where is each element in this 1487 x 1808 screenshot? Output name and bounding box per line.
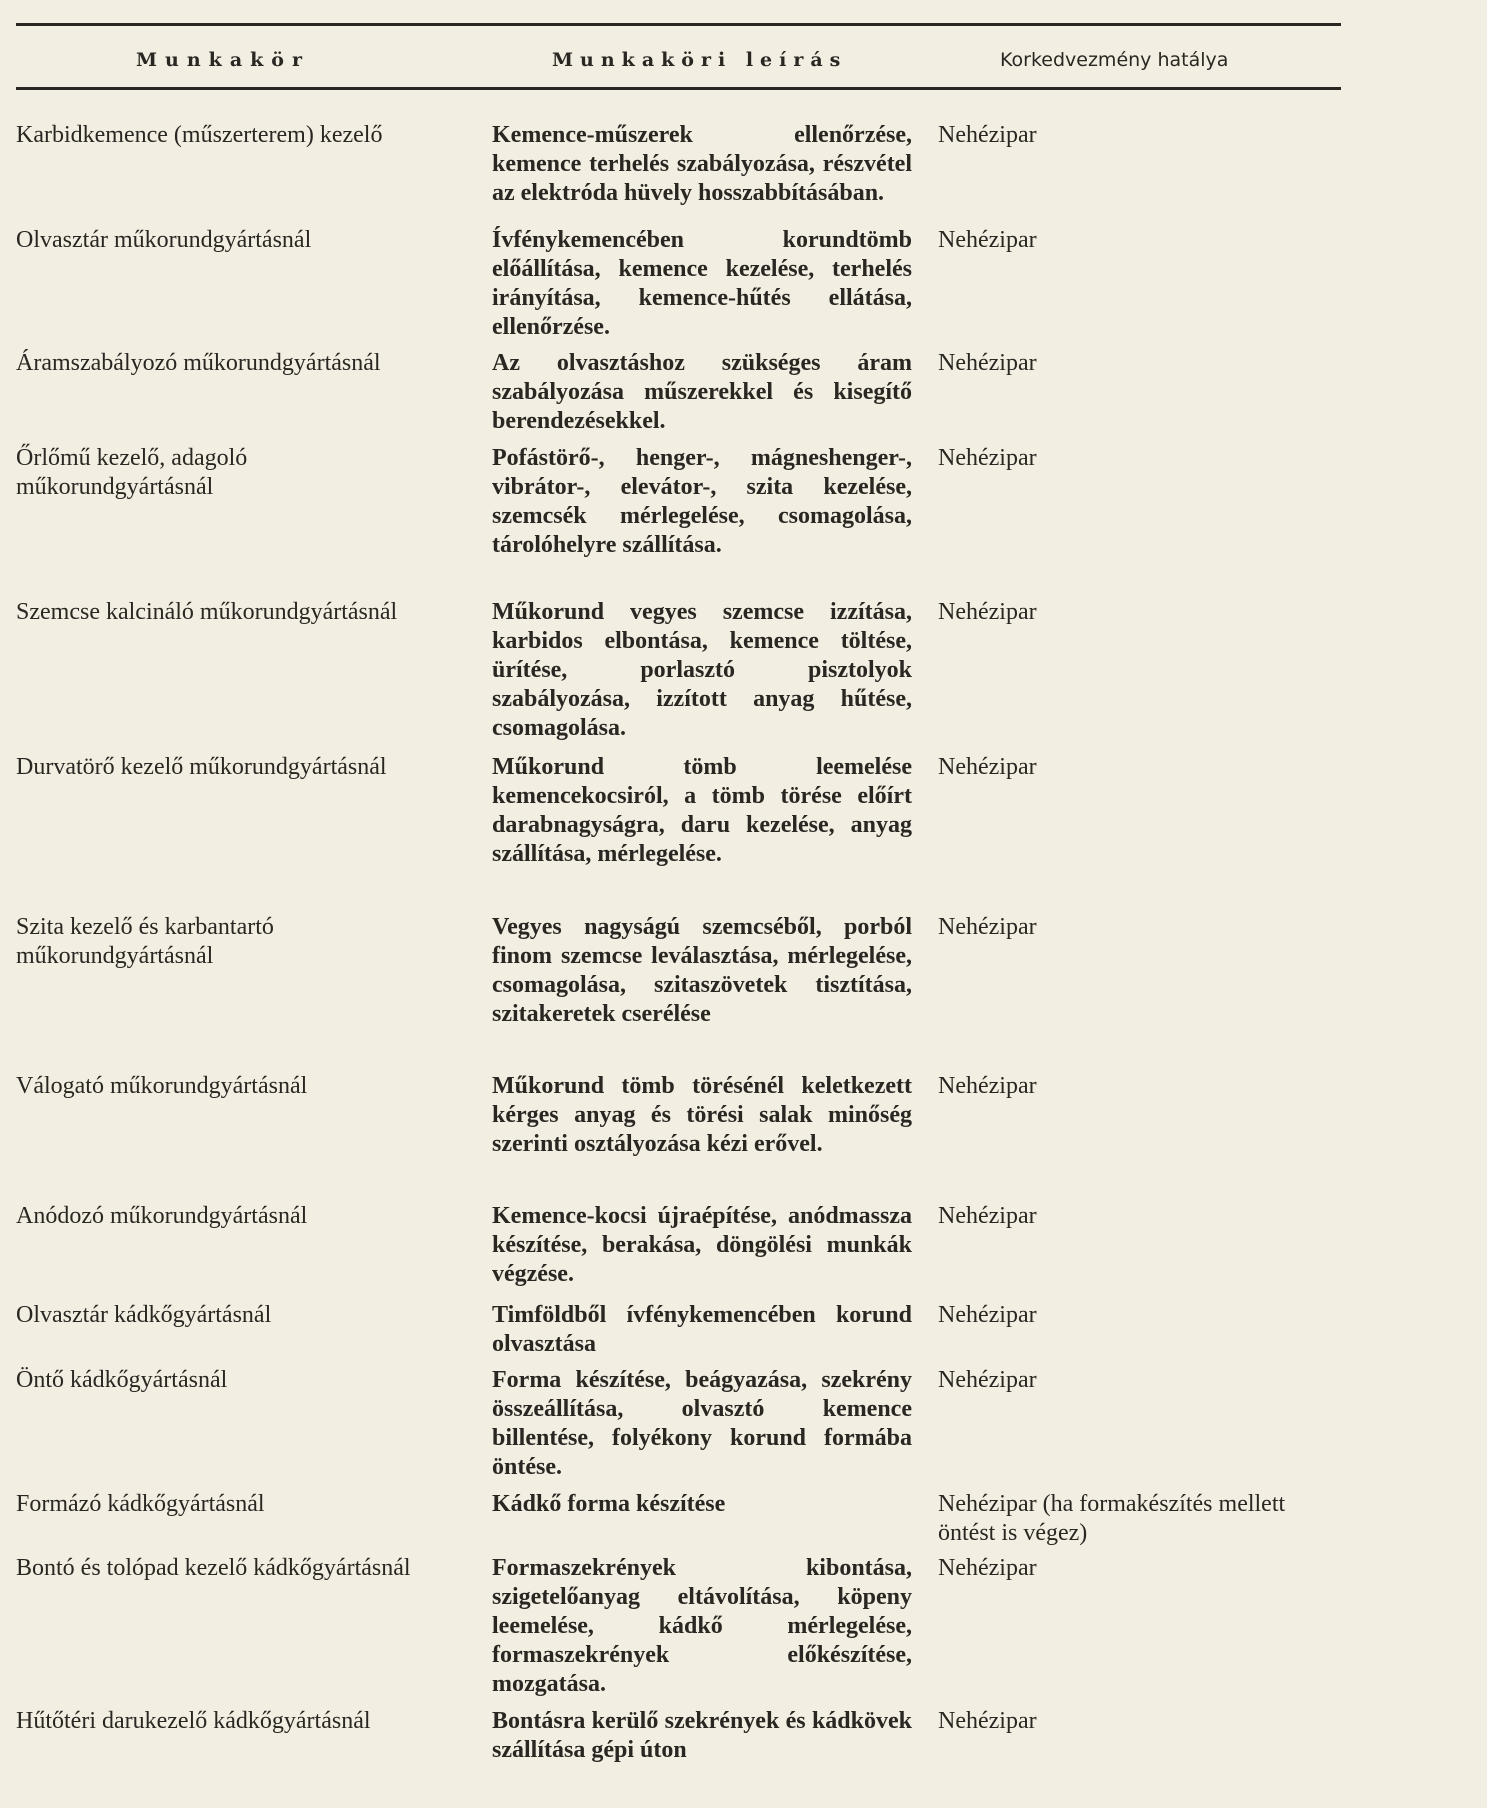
table-row: [16, 1554, 1341, 1707]
job-description: Kemence-kocsi újraépítése, anódmassza készítése, berakása, döngölési munkák végzése.: [492, 1203, 912, 1287]
table-row: [16, 1707, 1341, 1777]
table-row: [16, 1202, 1341, 1301]
benefit-scope: Nehézipar: [938, 1302, 1037, 1328]
job-title: Öntő kádkőgyártásnál: [16, 1367, 228, 1393]
job-description: Pofástörő-, henger-, mágneshenger-, vibrátor-, elevátor-, szita kezelése, szemcsék mérlegelése, csomagolása, tárolóhelyre szállítása.: [492, 445, 912, 558]
benefit-scope: Nehézipar (ha formakészítés mellett öntést is végez): [938, 1491, 1286, 1546]
header-rule: [16, 87, 1341, 90]
document-page: [16, 0, 1341, 1808]
job-description: Ívfénykemencében korundtömb előállítása, kemence kezelése, terhelés irányítása, kemence-hűtés ellátása, ellenőrzése.: [492, 227, 912, 340]
table-row: [16, 753, 1341, 913]
table-row: [16, 1366, 1341, 1490]
top-rule: [16, 23, 1341, 26]
job-title: Hűtőtéri darukezelő kádkőgyártásnál: [16, 1708, 371, 1734]
job-description: Műkorund tömb leemelése kemencekocsiról, a tömb törése előírt darabnagyságra, daru kezelése, anyag szállítása, mérlegelése.: [492, 754, 912, 867]
table-body: [16, 121, 1341, 1777]
table-row: [16, 226, 1341, 349]
job-description: Kádkő forma készítése: [492, 1491, 726, 1517]
header-job: Munkakör: [136, 49, 310, 71]
job-description: Műkorund tömb törésénél keletkezett kérges anyag és törési salak minőség szerinti osztályozása kézi erővel.: [492, 1073, 912, 1157]
job-title: Válogató műkorundgyártásnál: [16, 1073, 308, 1099]
benefit-scope: Nehézipar: [938, 599, 1037, 625]
job-title: Bontó és tolópad kezelő kádkőgyártásnál: [16, 1555, 411, 1581]
job-description: Bontásra kerülő szekrények és kádkövek szállítása gépi úton: [492, 1708, 912, 1763]
benefit-scope: Nehézipar: [938, 350, 1037, 376]
table-row: [16, 121, 1341, 226]
job-title: Szemcse kalcináló műkorundgyártásnál: [16, 599, 398, 625]
job-title: Anódozó műkorundgyártásnál: [16, 1203, 308, 1229]
job-title: Olvasztár kádkőgyártásnál: [16, 1302, 272, 1328]
table-row: [16, 1490, 1341, 1554]
job-description: Timföldből ívfénykemencében korund olvasztása: [492, 1302, 912, 1357]
job-title: Durvatörő kezelő műkorundgyártásnál: [16, 754, 387, 780]
benefit-scope: Nehézipar: [938, 1073, 1037, 1099]
benefit-scope: Nehézipar: [938, 445, 1037, 471]
job-description: Vegyes nagyságú szemcséből, porból finom szemcse leválasztása, mérlegelése, csomagolása, szitaszövetek tisztítása, szitakeretek cserélése: [492, 914, 912, 1027]
benefit-scope: Nehézipar: [938, 1555, 1037, 1581]
job-description: Forma készítése, beágyazása, szekrény összeállítása, olvasztó kemence billentése, folyékony korund formába öntése.: [492, 1367, 912, 1480]
job-description: Műkorund vegyes szemcse izzítása, karbidos elbontása, kemence töltése, ürítése, porlasztó pisztolyok szabályozása, izzított anyag hűtése, csomagolása.: [492, 599, 912, 741]
table-row: [16, 349, 1341, 444]
job-title: Karbidkemence (műszerterem) kezelő: [16, 122, 383, 148]
job-description: Kemence-műszerek ellenőrzése, kemence terhelés szabályozása, részvétel az elektróda hüvely hosszabbításában.: [492, 122, 912, 206]
table-row: [16, 444, 1341, 598]
benefit-scope: Nehézipar: [938, 1708, 1037, 1734]
benefit-scope: Nehézipar: [938, 122, 1037, 148]
job-description: Formaszekrények kibontása, szigetelőanyag eltávolítása, köpeny leemelése, kádkő mérlegelése, formaszekrények előkészítése, mozgatása.: [492, 1555, 912, 1697]
header-description: Munkaköri leírás: [552, 49, 848, 71]
benefit-scope: Nehézipar: [938, 227, 1037, 253]
benefit-scope: Nehézipar: [938, 1367, 1037, 1393]
job-description: Az olvasztáshoz szükséges áram szabályozása műszerekkel és kisegítő berendezésekkel.: [492, 350, 912, 434]
benefit-scope: Nehézipar: [938, 754, 1037, 780]
table-row: [16, 913, 1341, 1072]
job-title: Őrlőmű kezelő, adagoló műkorundgyártásnál: [16, 445, 248, 500]
table-row: [16, 598, 1341, 753]
job-title: Áramszabályozó műkorundgyártásnál: [16, 350, 381, 376]
job-title: Formázó kádkőgyártásnál: [16, 1491, 265, 1517]
job-title: Szita kezelő és karbantartó műkorundgyártásnál: [16, 914, 274, 969]
benefit-scope: Nehézipar: [938, 914, 1037, 940]
table-row: [16, 1301, 1341, 1366]
header-benefit: Korkedvezmény hatálya: [1000, 49, 1229, 71]
table-row: [16, 1072, 1341, 1202]
benefit-scope: Nehézipar: [938, 1203, 1037, 1229]
job-title: Olvasztár műkorundgyártásnál: [16, 227, 312, 253]
